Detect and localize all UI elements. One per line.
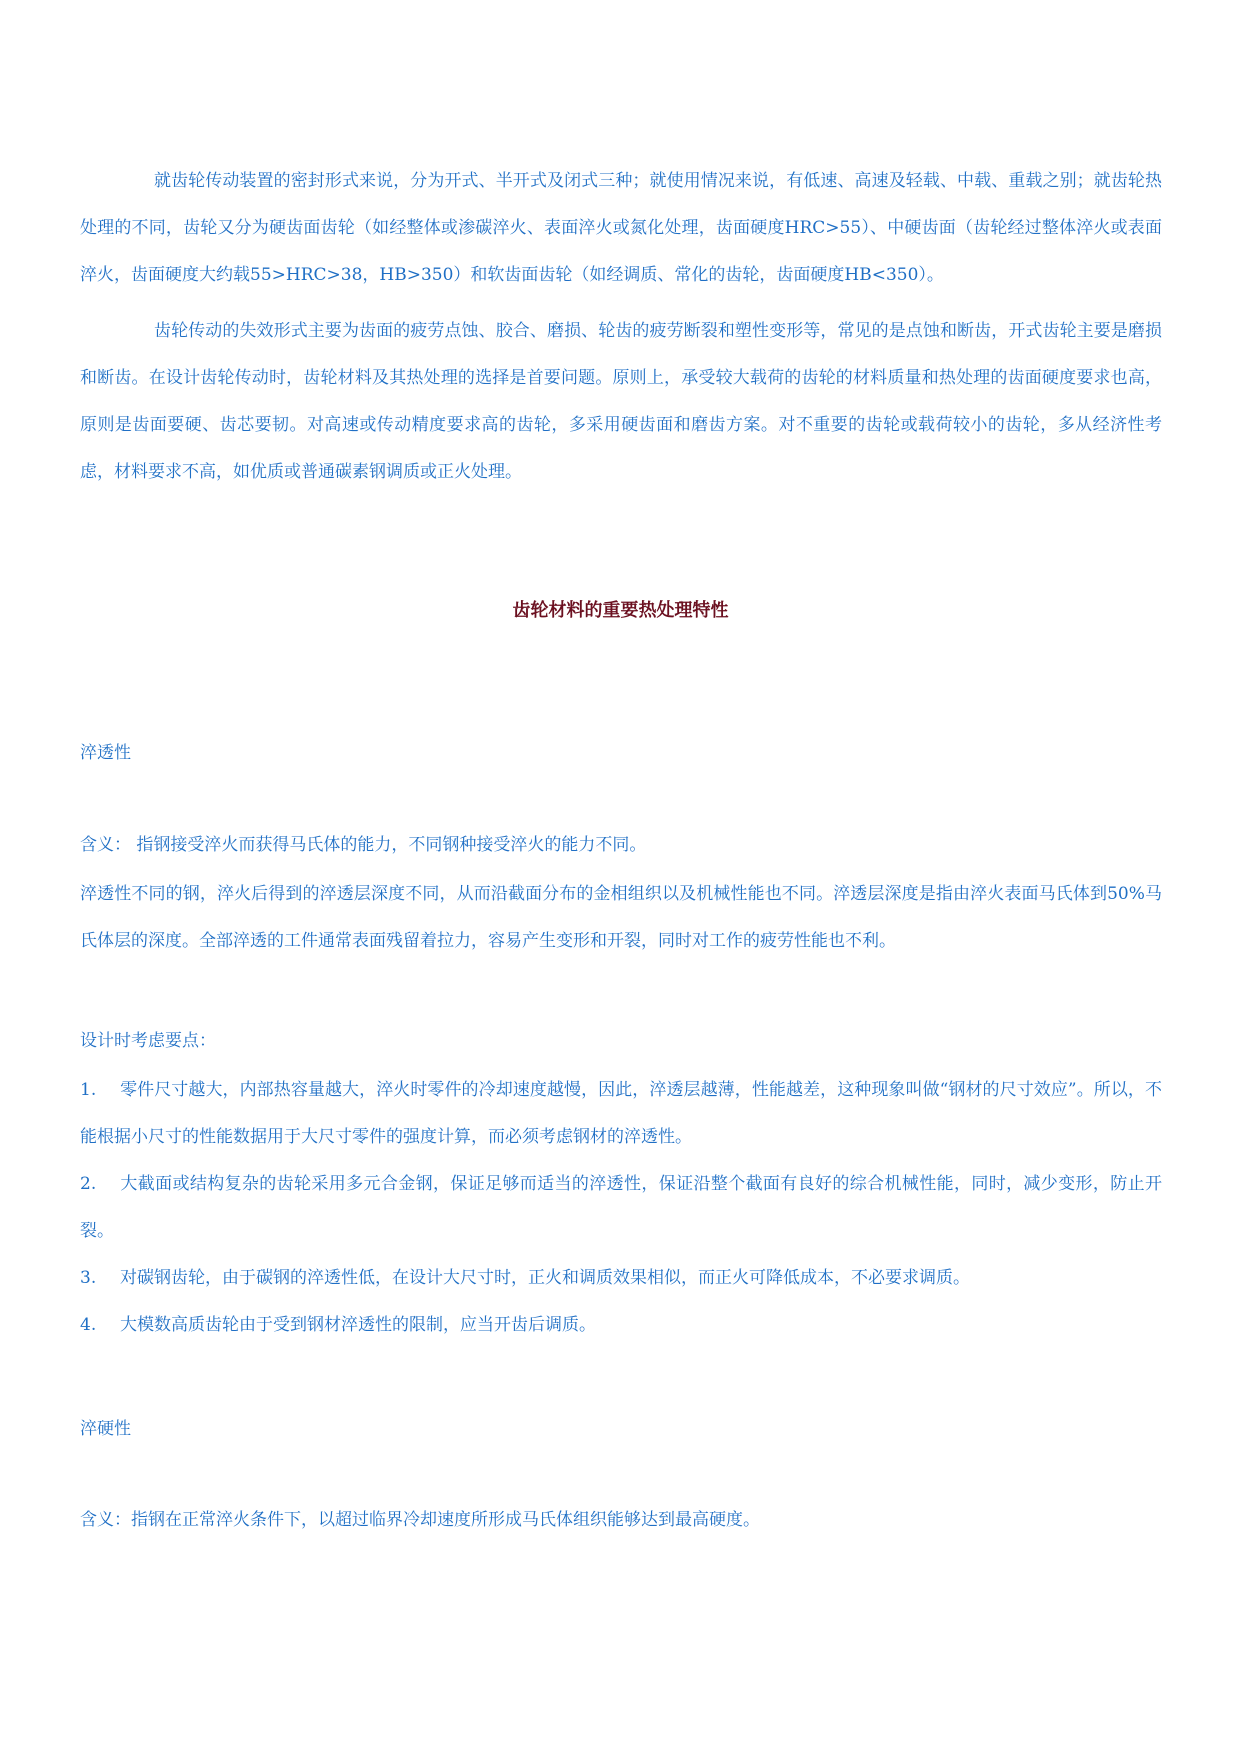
hardenability-heading: 淬透性 — [80, 743, 131, 763]
list-item-number: 1. — [80, 1080, 97, 1100]
design-points-list — [80, 1067, 1162, 1349]
list-item-number: 2. — [80, 1174, 97, 1194]
list-item — [80, 1161, 1162, 1255]
list-item-text: 零件尺寸越大，内部热容量越大，淬火时零件的冷却速度越慢，因此，淬透层越薄，性能越差，这种现象叫做“钢材的尺寸效应”。所以，不能根据小尺寸的性能数据用于大尺寸零件的强度计算，而必须考虑钢材的淬透性。 — [80, 1080, 1162, 1147]
list-item — [80, 1255, 1162, 1302]
list-item-text: 大截面或结构复杂的齿轮采用多元合金钢，保证足够而适当的淬透性，保证沿整个截面有良好的综合机械性能，同时，减少变形，防止开裂。 — [80, 1174, 1162, 1241]
hardenability-detail: 淬透性不同的钢，淬火后得到的淬透层深度不同，从而沿截面分布的金相组织以及机械性能也不同。淬透层深度是指由淬火表面马氏体到50%马氏体层的深度。全部淬透的工件通常表面残留着拉力，容易产生变形和开裂，同时对工作的疲劳性能也不利。 — [80, 884, 1162, 951]
list-item — [80, 1067, 1162, 1161]
hardenability-meaning: 含义： 指钢接受淬火而获得马氏体的能力，不同钢种接受淬火的能力不同。 — [80, 835, 647, 855]
hardness-meaning: 含义：指钢在正常淬火条件下，以超过临界冷却速度所形成马氏体组织能够达到最高硬度。 — [80, 1510, 760, 1530]
list-item-number: 3. — [80, 1268, 97, 1288]
list-item-text: 对碳钢齿轮，由于碳钢的淬透性低，在设计大尺寸时，正火和调质效果相似，而正火可降低成本，不必要求调质。 — [120, 1268, 970, 1288]
list-item — [80, 1302, 1162, 1349]
list-item-text: 大模数高质齿轮由于受到钢材淬透性的限制，应当开齿后调质。 — [120, 1315, 596, 1335]
list-item-number: 4. — [80, 1315, 97, 1335]
failure-paragraph: 齿轮传动的失效形式主要为齿面的疲劳点蚀、胶合、磨损、轮齿的疲劳断裂和塑性变形等，常见的是点蚀和断齿，开式齿轮主要是磨损和断齿。在设计齿轮传动时，齿轮材料及其热处理的选择是首要问题。原则上，承受较大载荷的齿轮的材料质量和热处理的齿面硬度要求也高，原则是齿面要硬、齿芯要韧。对高速或传动精度要求高的齿轮，多采用硬齿面和磨齿方案。对不重要的齿轮或载荷较小的齿轮，多从经济性考虑，材料要求不高，如优质或普通碳素钢调质或正火处理。 — [80, 321, 1162, 482]
design-points-heading: 设计时考虑要点： — [80, 1031, 216, 1051]
hardness-heading: 淬硬性 — [80, 1419, 131, 1439]
section-title: 齿轮材料的重要热处理特性 — [512, 600, 729, 621]
intro-paragraph: 就齿轮传动装置的密封形式来说，分为开式、半开式及闭式三种；就使用情况来说，有低速、高速及轻载、中载、重载之别；就齿轮热处理的不同，齿轮又分为硬齿面齿轮（如经整体或渗碳淬火、表面淬火或氮化处理，齿面硬度HRC>55）、中硬齿面（齿轮经过整体淬火或表面淬火，齿面硬度大约载55>HRC>38，HB>350）和软齿面齿轮（如经调质、常化的齿轮，齿面硬度HB<350）。 — [80, 171, 1162, 285]
